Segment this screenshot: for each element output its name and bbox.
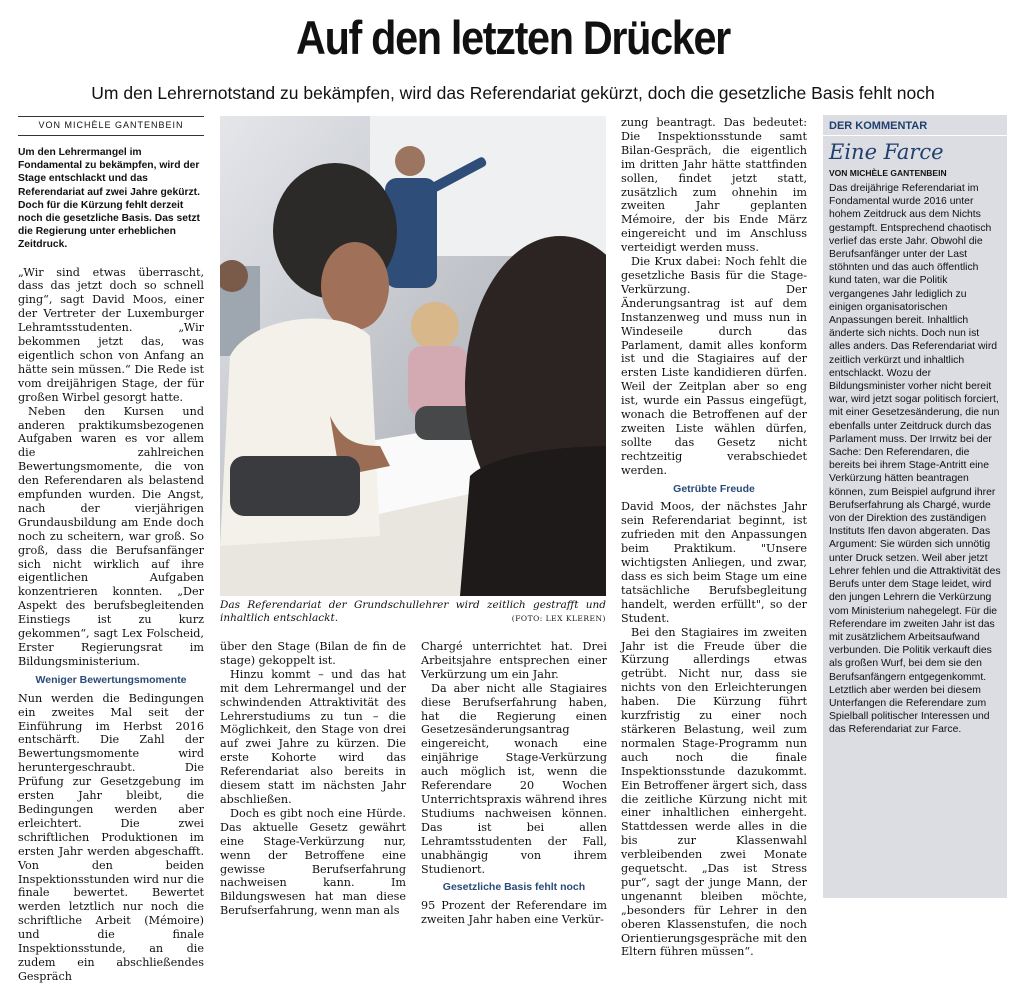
section-subhead: Gesetzliche Basis fehlt noch bbox=[442, 881, 586, 894]
commentary-box bbox=[823, 115, 1007, 898]
article-lead: Um den Lehrermangel im Fondamental zu bekämpfen, wird der Stage entschlackt und das Referendariat auf zwei Jahre gekürzt. Doch für die Kürzung fehlt derzeit noch die gesetzliche Basis. Das setzt die Regierung unter erheblichen Zeitdruck. bbox=[18, 146, 200, 251]
paragraph: Doch es gibt noch eine Hürde. Das aktuelle Gesetz gewährt eine Stage-Verkürzung nur, wenn der Betroffene eine gewisse Berufserfahrung nachweisen kann. Im Bildungswesen hat man diese Berufserfahrung, wenn man als bbox=[220, 806, 406, 918]
photo-caption bbox=[220, 599, 606, 625]
article-column-3 bbox=[421, 640, 607, 927]
subheadline: Um den Lehrernotstand zu bekämpfen, wird das Referendariat gekürzt, doch die gesetzliche Basis fehlt noch bbox=[91, 83, 935, 103]
article-column-4 bbox=[621, 116, 807, 959]
headline: Auf den letzten Drücker bbox=[296, 11, 730, 64]
paragraph: 95 Prozent der Referendare im zweiten Jahr haben eine Verkür- bbox=[421, 899, 607, 927]
paragraph: über den Stage (Bilan de fin de stage) gekoppelt ist. bbox=[220, 640, 406, 667]
paragraph: Neben den Kursen und anderen praktikumsbezogenen Aufgaben waren es vor allem die zahlreichen Bewertungsmomente, die von den Referendaren als belastend empfunden wurden. Die Angst, nach der vierjährigen Grundausbildung am Ende doch noch zu scheitern, war groß. So groß, dass die Berufsanfänger sich nicht wirklich auf ihre eigentlichen Aufgaben konzentrieren konnten. „Der Aspekt des berufsbegleitenden Einstiegs ist zu kurz gekommen“, sagt Lex Folscheid, Erster Regierungsrat im Bildungsministerium. bbox=[18, 404, 204, 668]
article-column-2 bbox=[220, 640, 406, 918]
section-subhead: Getrübte Freude bbox=[673, 482, 755, 495]
classroom-photo bbox=[220, 116, 606, 596]
commentary-label: DER KOMMENTAR bbox=[823, 115, 1007, 136]
paragraph: Die Krux dabei: Noch fehlt die gesetzliche Basis für die Stage-Verkürzung. Der Änderungsantrag ist auf dem Instanzenweg und muss nun in Windeseile durch das Parlament, damit alles konform ist und die Stagiaires auf der ersten Liste kandidieren dürfen. Weil der Zeitplan aber so eng ist, wurde ein Passus eingefügt, wonach die Betroffenen auf der zweiten Liste wählen dürfen, sollte das Gesetz nicht rechtzeitig verabschiedet werden. bbox=[621, 255, 807, 477]
section-subhead: Weniger Bewertungsmomente bbox=[35, 673, 187, 686]
paragraph: Bei den Stagiaires im zweiten Jahr ist die Freude über die Kürzung allerdings etwas getrübt. Nicht nur, dass sie nichts von den Erleichterungen haben. Die Kürzung führt kurzfristig zu einer noch stärkeren Belastung, weil zum normalen Stage-Programm nun auch noch die finale Inspektionsstunde dazukommt. Ein Betroffener ärgert sich, dass die zeitliche Kürzung nicht mit einer inhaltlichen einhergeht. Stattdessen werde alles in die bis zur Klassenwahl verbleibenden zwei Monate gequetscht. „Das ist Stress pur“, sagt der junge Mann, der ungenannt bleiben möchte, „besonders für Lehrer in den oberen Klassenstufen, die noch Orientierungsgespräche mit den Eltern führen müssen“. bbox=[621, 625, 807, 959]
paragraph: zung beantragt. Das bedeutet: Die Inspektionsstunde samt Bilan-Gespräch, die eigentlich im dritten Jahr hätte stattfinden sollen, findet jetzt statt, zusätzlich zum ohnehin im zweiten Jahr geplanten Mémoire, der bis Ende März eingereicht und im Anschluss verteidigt werden muss. bbox=[621, 116, 807, 255]
paragraph: Da aber nicht alle Stagiaires diese Berufserfahrung haben, hat die Regierung einen Gesetzesänderungsantrag eingereicht, wonach eine einjährige Stage-Verkürzung auch möglich ist, wenn die Referendare 20 Wochen Unterrichtspraxis während ihres Studiums nachweisen können. Das ist bei allen Lehramtsstudenten der Fall, unabhängig von ihrem Studienort. bbox=[421, 681, 607, 876]
photo-credit: (FOTO: LEX KLEREN) bbox=[511, 614, 606, 623]
paragraph: Chargé unterrichtet hat. Drei Arbeitsjahre entsprechen einer Verkürzung um ein Jahr. bbox=[421, 640, 607, 681]
paragraph: David Moos, der nächstes Jahr sein Referendariat beginnt, ist zufrieden mit den Anpassungen beim Praktikum. "Unsere wichtigsten Anliegen, und zwar, dass es sich beim Stage um eine tatsächliche Berufsbegleitung handelt, werden erfüllt", so der Student. bbox=[621, 500, 807, 625]
paragraph: Nun werden die Bedingungen ein zweites Mal seit der Einführung im Herbst 2016 entschärft. Die Zahl der Bewertungsmomente wird heruntergeschraubt. Die Prüfung zur Gesetzgebung im ersten Jahr bleibt, die Bedingungen werden aber erleichtert. Die zwei schriftlichen Produktionen im ersten Jahr werden abgeschafft. Von den beiden Inspektionsstunden wird nur die finale bewertet. Bewertet werden letztlich nur noch die schriftliche Arbeit (Mémoire) und die finale Inspektionsstunde, an die zudem ein abschließendes Gespräch bbox=[18, 691, 204, 983]
classroom-photo-illustration bbox=[220, 116, 606, 596]
caption-text: Das Referendariat der Grundschullehrer wird zeitlich gestrafft und inhaltlich entschlackt. bbox=[220, 599, 606, 624]
article-byline: VON MICHÈLE GANTENBEIN bbox=[18, 116, 204, 136]
article-column-1 bbox=[18, 116, 204, 984]
commentary-byline: VON MICHÈLE GANTENBEIN bbox=[829, 168, 947, 178]
commentary-body: Das dreijährige Referendariat im Fondamental wurde 2016 unter hohem Zeitdruck aus dem Nichts gestampft. Entsprechend chaotisch verlief das erste Jahr. Obwohl die Berufsanfänger unter der Last stöhnten und das auch öffentlich kund taten, war die Politik vergangenes Jahr lediglich zu einigen organisatorischen Anpassungen bereit. Inhaltlich änderte sich nichts. Doch nun ist alles anders. Das Referendariat wird zeitlich verkürzt und inhaltlich entschlackt. Wozu der Bildungsminister vorher nicht bereit war, wird jetzt sogar politisch forciert, mit einer Gesetzesänderung, die nun ebenfalls unter Zeitdruck durch das Parlament muss. Der Irrwitz bei der Sache: Den Referendaren, die bereits bei ihrem Stage-Antritt eine Verkürzung hätten beantragen können, zum Beispiel aufgrund ihrer Berufserfahrung als Chargé, wurde von der Direktion des zuständigen Instituts Ifen davon abgeraten. Das Argument: Sie würden sich unnötig unter Druck setzen. Weil aber jetzt Lehrer fehlen und die Attraktivität des Berufs unter dem Stage leidet, wird den jungen Lehrern die Verkürzung vom Ministerium nahegelegt. Für die Referendare im zweiten Jahr ist das mit zusätzlichem Arbeitsaufwand verbunden. Die Politik verkauft dies als großen Wurf, bei dem sie den Berufsanfängern entgegenkommt. Letztlich aber werden bei diesem Unterfangen die Referendare zum Spielball politischer Interessen und das Referendariat zur Farce. bbox=[829, 183, 1001, 736]
commentary-title: Eine Farce bbox=[829, 140, 944, 164]
paragraph: Hinzu kommt – und das hat mit dem Lehrermangel und der schwindenden Attraktivität des Lehrerstudiums zu tun – die Möglichkeit, den Stage von drei auf zwei Jahre zu kürzen. Die erste Kohorte wird das Referendariat also bereits in diesem statt im nächsten Jahr abschließen. bbox=[220, 667, 406, 806]
paragraph: „Wir sind etwas überrascht, dass das jetzt doch so schnell ging“, sagt David Moos, einer der Vertreter der Luxemburger Lehramtsstudenten. „Wir bekommen jetzt das, was eigentlich schon von Anfang an hätte sein müssen.“ Die Rede ist vom dreijährigen Stage, der für großen Wirbel gesorgt hatte. bbox=[18, 265, 204, 404]
